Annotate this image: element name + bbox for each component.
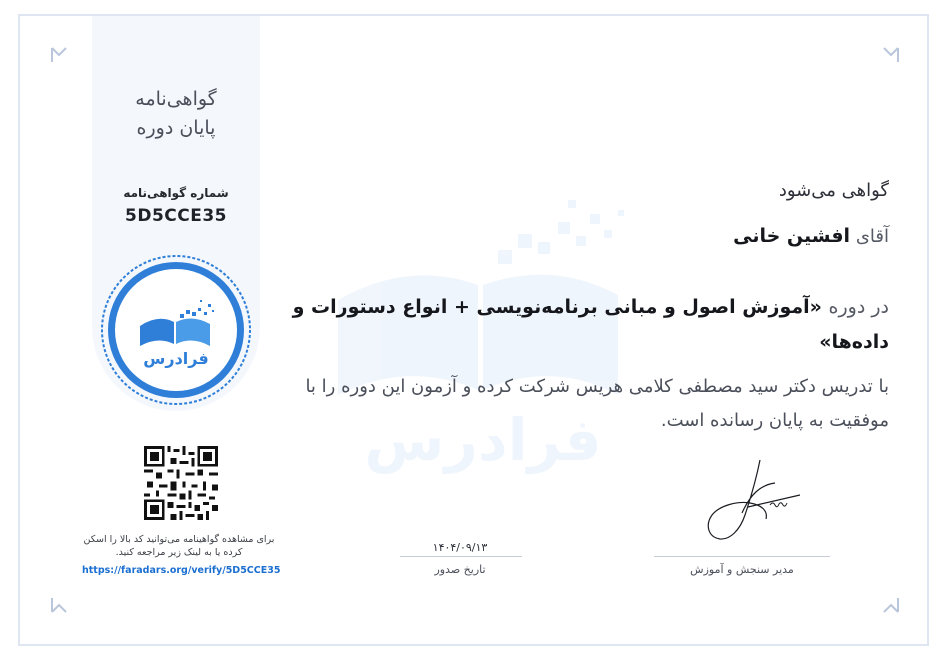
course-line <box>269 290 889 360</box>
completion-description: با تدریس دکتر سید مصطفی کلامی هریس شرکت کرده و آزمون این دوره را با موفقیت به پایان رسانده است. <box>305 376 889 431</box>
course-name: «آموزش اصول و مبانی برنامه‌نویسی + انواع دستورات و داده‌ها» <box>292 296 889 353</box>
recipient-line <box>733 225 889 247</box>
signature-underline <box>654 556 830 557</box>
certificate-heading: گواهی‌نامه <box>135 88 217 110</box>
watermark-text: فرادرس <box>364 406 602 474</box>
signature-image <box>690 455 820 550</box>
seal-text: فرادرس <box>143 349 209 368</box>
date-underline <box>400 556 522 557</box>
recipient-name: افشین خانی <box>733 225 851 247</box>
course-prefix: در دوره <box>828 296 889 318</box>
issue-date-label: تاریخ صدور <box>434 563 486 576</box>
cert-number-label: شماره گواهی‌نامه <box>123 186 229 200</box>
corner-ornament-icon <box>50 596 68 614</box>
corner-ornament-icon <box>882 46 900 64</box>
manager-label: مدیر سنجش و آموزش <box>690 563 794 576</box>
cert-number: 5D5CCE35 <box>125 206 227 226</box>
qr-instructions: برای مشاهده گواهینامه می‌توانید کد بالا را اسکن کرده یا به لینک زیر مراجعه کنید. <box>83 534 275 558</box>
title-prefix: آقای <box>855 226 889 247</box>
verify-link[interactable]: https://faradars.org/verify/5D5CCE35 <box>82 565 281 576</box>
certificate-subheading: پایان دوره <box>136 117 216 139</box>
corner-ornament-icon <box>882 596 900 614</box>
faradars-seal-icon <box>100 254 252 406</box>
corner-ornament-icon <box>50 46 68 64</box>
certifies-text: گواهی می‌شود <box>778 180 889 201</box>
qr-code[interactable] <box>144 446 218 520</box>
issue-date: ۱۴۰۴/۰۹/۱۳ <box>432 541 488 554</box>
